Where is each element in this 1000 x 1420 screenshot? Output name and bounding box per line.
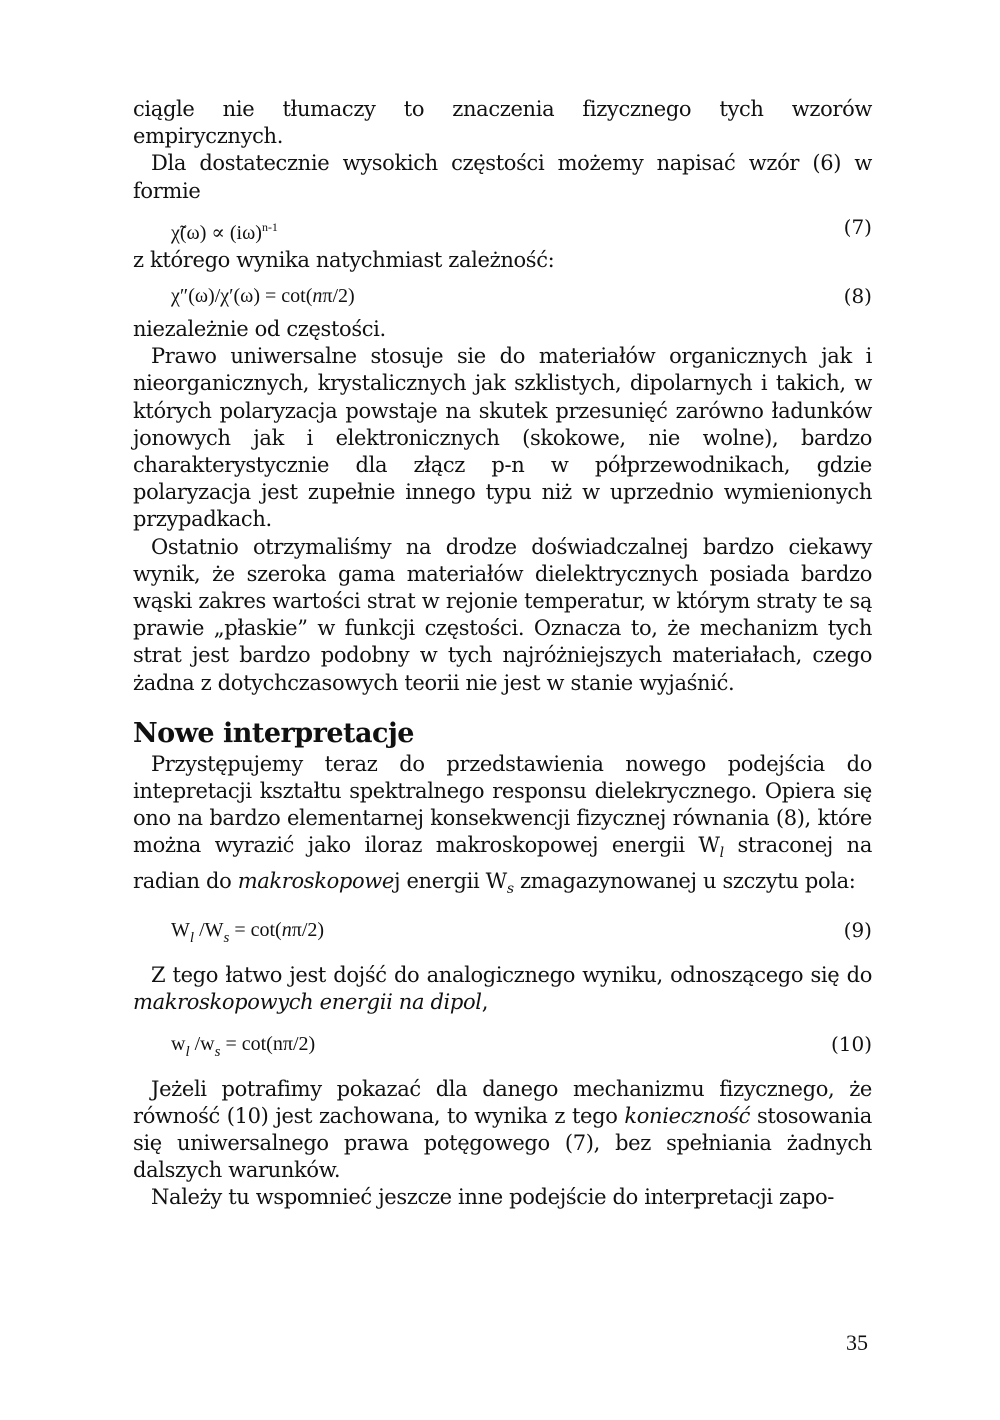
equation-10-expression xyxy=(171,1031,315,1066)
equation-9-n: n xyxy=(281,919,292,942)
italic-text: makroskopowych energii na dipol xyxy=(133,990,482,1015)
equation-9 xyxy=(133,917,872,947)
equation-9-rest: π/2) xyxy=(291,919,325,942)
italic-text: konieczność xyxy=(624,1103,751,1128)
section-heading: Nowe interpretacje xyxy=(133,717,414,749)
page-number: 35 xyxy=(846,1330,868,1355)
text: Przystępujemy teraz do przedstawienia nowego podejścia do intepretacji kształtu spektralnego responsu dielekrycznego. Opiera się ono na bardzo elementarnej konsekwencji fizycznej równania (8), które można wyrazić jako iloraz makroskopowej energii W xyxy=(133,751,872,858)
paragraph-analogous-result xyxy=(133,962,872,1016)
subscript-s: s xyxy=(506,881,514,898)
subscript-l: l xyxy=(719,845,724,862)
paragraph-necessity xyxy=(133,1076,872,1185)
w-symbol: /W xyxy=(194,919,224,942)
w-symbol: /w xyxy=(189,1032,215,1055)
equation-8 xyxy=(133,283,872,310)
text: stosowania się uniwersalnego prawa potęgowego (7), bez spełniania żadnych dalszych warunków. xyxy=(133,1103,872,1183)
italic-text: makroskopowe xyxy=(237,868,394,893)
paragraph-continued: ciągle nie tłumaczy to znaczenia fizycznego tych wzorów empirycznych. xyxy=(133,97,872,149)
paragraph-dependency: z którego wynika natychmiast zależność: xyxy=(133,247,555,272)
paragraph-experimental-result: Ostatnio otrzymaliśmy na drodze doświadczalnej bardzo ciekawy wynik, że szeroka gama materiałów dielektrycznych posiada bardzo wąski zakres wartości strat w rejonie temperatur, w którym straty te są prawie „płaskie” w funkcji częstości. Oznacza to, że mechanizm tych strat jest bardzo podobny w tych najróżniejszych materiałach, czego żadna z dotychczasowych teorii nie jest w stanie wyjaśnić. xyxy=(133,534,872,695)
equation-8-expression xyxy=(171,283,355,310)
paragraph-universal-law: Prawo uniwersalne stosuje sie do materiałów organicznych jak i nieorganicznych, krystalicznych jak szklistych, dipolarnych i takich, w których polaryzacja powstaje na skutek przesunięć zarówno ładunków jonowych jak i elektronicznych (skokowe, nie wolne), bardzo charakterystycznie dla złącz p-n w półprzewodnikach, gdzie polaryzacja jest zupełnie innego typu niż w uprzednio wymienionych przypadkach. xyxy=(133,344,872,532)
equation-7-lhs: χ̃(ω) ∝ (iω) xyxy=(171,221,262,244)
equation-8-number: (8) xyxy=(843,284,872,309)
equation-7 xyxy=(133,214,872,244)
w-symbol: w xyxy=(171,1032,186,1055)
paragraph-frequency-independent: niezależnie od częstości. xyxy=(133,317,386,342)
text: zmagazynowanej u szczytu pola: xyxy=(513,868,856,893)
subscript-s: s xyxy=(223,930,230,947)
equation-10-rest: = cot(nπ/2) xyxy=(220,1032,316,1055)
subscript-s: s xyxy=(214,1043,221,1060)
equation-10-number: (10) xyxy=(830,1031,872,1056)
equation-7-number: (7) xyxy=(843,214,872,239)
text: Jeżeli potrafimy pokazać dla danego mechanizmu fizycznego, że równość (10) jest zachowana, to wynika z tego xyxy=(133,1076,872,1128)
equation-8-rest: π/2) xyxy=(322,285,355,308)
text: straconej na radian do xyxy=(133,833,872,893)
text: , xyxy=(481,990,489,1015)
page-body xyxy=(133,96,872,1212)
subscript-l: l xyxy=(189,930,195,947)
subscript-l: l xyxy=(185,1043,190,1060)
paragraph-other-approach: Należy tu wspomnieć jeszcze inne podejście do interpretacji zapo- xyxy=(151,1185,834,1210)
equation-10 xyxy=(133,1031,872,1058)
text: Z tego łatwo jest dojść do analogicznego wyniku, odnoszącego się do xyxy=(151,963,872,988)
paragraph-new-approach xyxy=(133,751,872,903)
equation-9-expression xyxy=(171,917,324,952)
equation-9-cot: = cot( xyxy=(229,919,282,942)
text: j energii W xyxy=(393,868,507,893)
equation-7-expression xyxy=(171,214,278,247)
w-symbol: W xyxy=(171,919,190,942)
paragraph-high-frequency: Dla dostatecznie wysokich częstości możemy napisać wzór (6) w formie xyxy=(133,151,872,203)
equation-9-number: (9) xyxy=(843,918,872,943)
equation-7-exponent: n-1 xyxy=(261,219,278,234)
equation-8-n: n xyxy=(312,285,323,308)
equation-8-lhs: χ″(ω)/χ′(ω) = cot( xyxy=(171,285,313,308)
